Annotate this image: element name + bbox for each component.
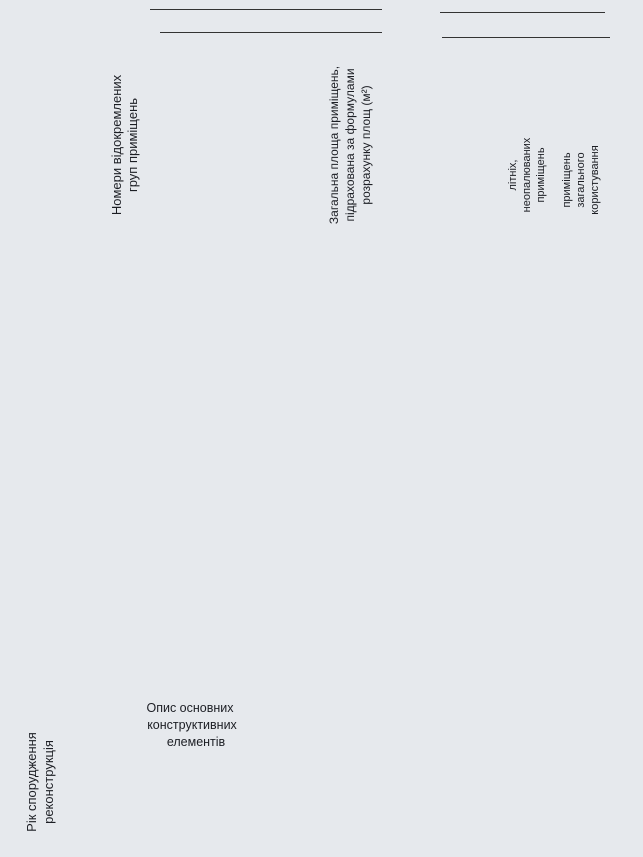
header-summer-2: неопалюваних	[521, 137, 533, 213]
header-summer-3: приміщень	[535, 147, 547, 203]
h2-year-2: реконструкція	[41, 740, 56, 824]
header-summer-1: літніх,	[507, 159, 519, 191]
h2-year-1: Рік спорудження	[24, 732, 39, 832]
h2-construct-3: елементів	[166, 735, 226, 749]
header-common-3: користування	[589, 145, 601, 215]
header-groups-2: груп приміщень	[125, 97, 140, 193]
header-total-2: підрахована за формулами	[343, 68, 357, 222]
header-total-3: розрахунку площ (м²)	[359, 85, 373, 205]
header-groups-1: Номери відокремлених	[109, 74, 124, 216]
h2-construct-1: Опис основних	[146, 701, 234, 715]
header-common-2: загального	[575, 152, 587, 208]
header-common-1: приміщень	[561, 152, 573, 208]
header-total-1: Загальна площа приміщень,	[327, 65, 341, 225]
h2-construct-2: конструктивних	[147, 718, 237, 732]
